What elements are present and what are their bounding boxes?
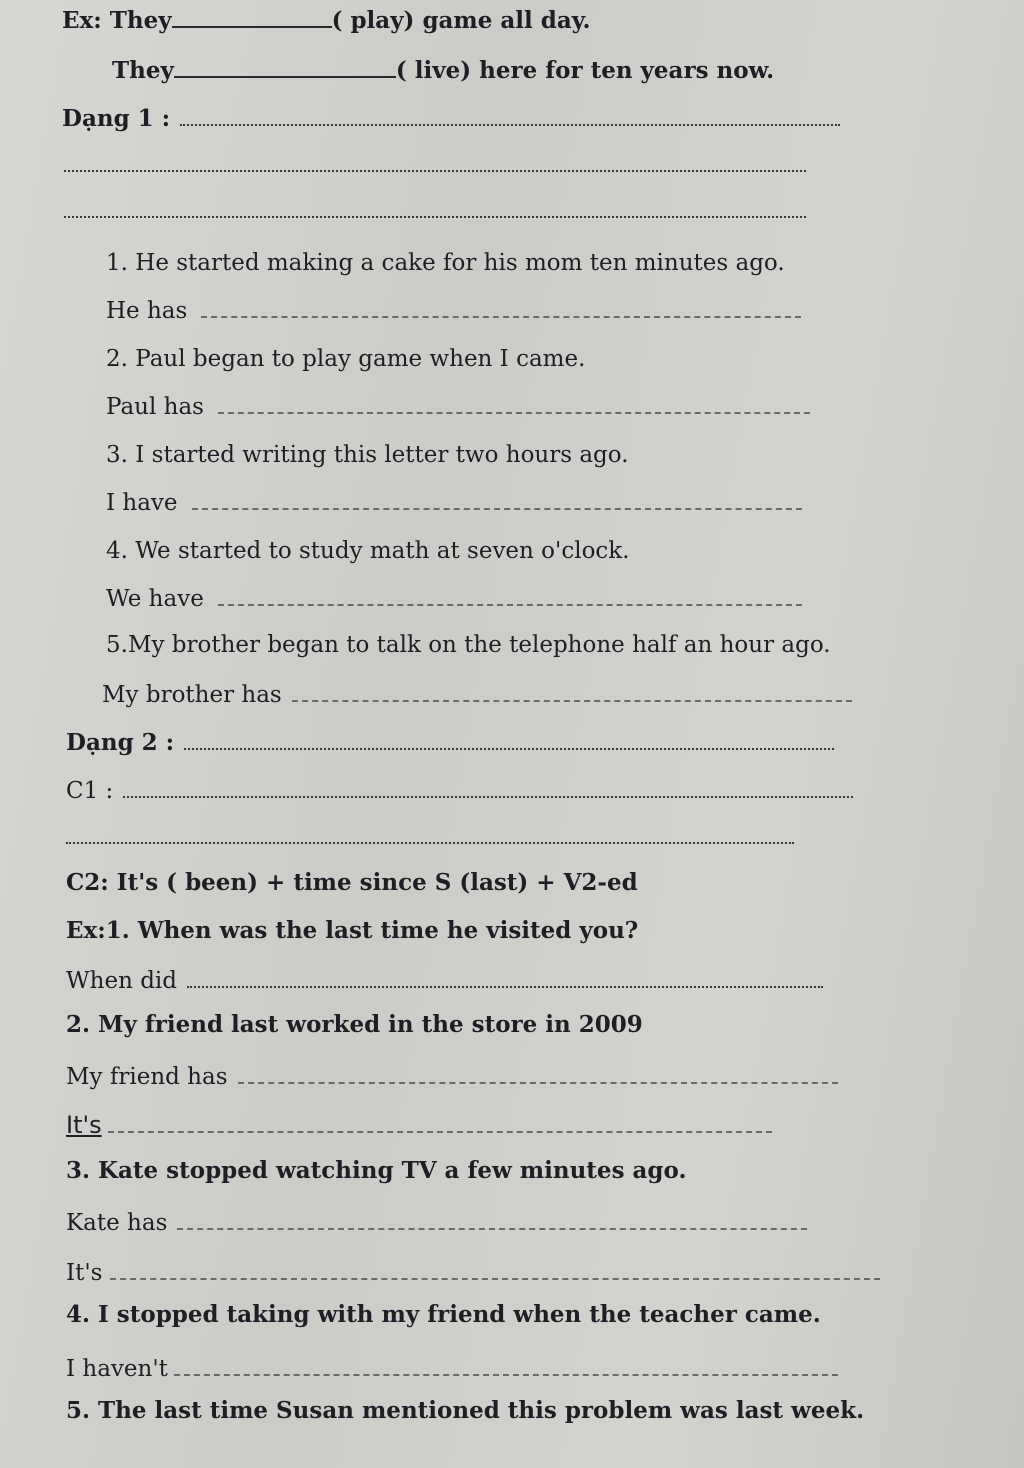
q3-its-line	[66, 1258, 880, 1288]
answer-start: He has	[106, 298, 188, 324]
handwritten-its: It's	[66, 1111, 102, 1139]
answer-line	[108, 1113, 772, 1133]
answer-start: I haven't	[66, 1356, 168, 1382]
answer-start: I have	[106, 490, 178, 516]
ex1-question: Ex:1. When was the last time he visited you?	[66, 917, 639, 944]
c2-formula: C2: It's ( been) + time since S (last) + V2-ed	[66, 869, 638, 896]
answer-line	[192, 490, 802, 510]
example-2-start: They	[112, 57, 174, 84]
q3-question: 3. Kate stopped watching TV a few minutes ago.	[66, 1157, 687, 1184]
dotted-line	[64, 170, 806, 172]
example-line-2	[112, 56, 774, 86]
answer-start: When did	[66, 968, 177, 994]
dang1-answer-3	[106, 488, 802, 518]
dang1-question-4: 4. We started to study math at seven o'clock.	[106, 538, 630, 564]
dang2-heading	[66, 728, 834, 758]
answer-line	[292, 682, 852, 702]
example-1-start: Ex: They	[62, 7, 172, 34]
q2-handwritten-line	[66, 1110, 772, 1141]
dotted-line	[66, 842, 794, 844]
q4-question: 4. I stopped taking with my friend when the teacher came.	[66, 1301, 821, 1328]
answer-start: My brother has	[102, 682, 282, 708]
answer-line	[238, 1064, 838, 1084]
q3-answer	[66, 1208, 807, 1238]
dotted-line	[64, 216, 806, 218]
answer-start: We have	[106, 586, 204, 612]
ex1-answer	[66, 966, 823, 996]
dang1-label: Dạng 1 :	[62, 105, 171, 132]
answer-start: Paul has	[106, 394, 204, 420]
c1-line	[66, 776, 853, 806]
dang2-dotline	[184, 730, 834, 750]
example-1-blank	[172, 8, 332, 28]
q5-question: 5. The last time Susan mentioned this problem was last week.	[66, 1397, 865, 1424]
c1-label: C1 :	[66, 778, 114, 804]
dang1-answer-4	[106, 584, 802, 614]
answer-line	[218, 586, 802, 606]
answer-line	[110, 1260, 880, 1280]
q2-answer	[66, 1062, 838, 1092]
example-line-1	[62, 6, 591, 36]
dang1-question-2: 2. Paul began to play game when I came.	[106, 346, 586, 372]
example-2-end: ( live) here for ten years now.	[395, 57, 775, 84]
dang1-question-5: 5.My brother began to talk on the telephone half an hour ago.	[106, 632, 831, 658]
answer-line	[218, 394, 810, 414]
q2-question: 2. My friend last worked in the store in 2009	[66, 1011, 643, 1038]
answer-start: My friend has	[66, 1064, 228, 1090]
answer-line	[187, 968, 823, 988]
dang2-label: Dạng 2 :	[66, 729, 175, 756]
c1-dotline	[123, 778, 853, 798]
dang1-answer-1	[106, 296, 801, 326]
dang1-question-1: 1. He started making a cake for his mom ten minutes ago.	[106, 250, 785, 276]
dang1-answer-5	[102, 680, 852, 710]
answer-start: Kate has	[66, 1210, 168, 1236]
answer-line	[177, 1210, 807, 1230]
answer-line	[201, 298, 801, 318]
example-1-end: ( play) game all day.	[331, 7, 591, 34]
example-2-blank	[174, 58, 396, 78]
dang1-question-3: 3. I started writing this letter two hours ago.	[106, 442, 629, 468]
dang1-dotline	[180, 106, 840, 126]
dang1-answer-2	[106, 392, 810, 422]
answer-line	[174, 1356, 838, 1376]
answer-start: It's	[66, 1260, 103, 1286]
q4-answer	[66, 1354, 838, 1384]
dang1-heading	[62, 104, 840, 134]
